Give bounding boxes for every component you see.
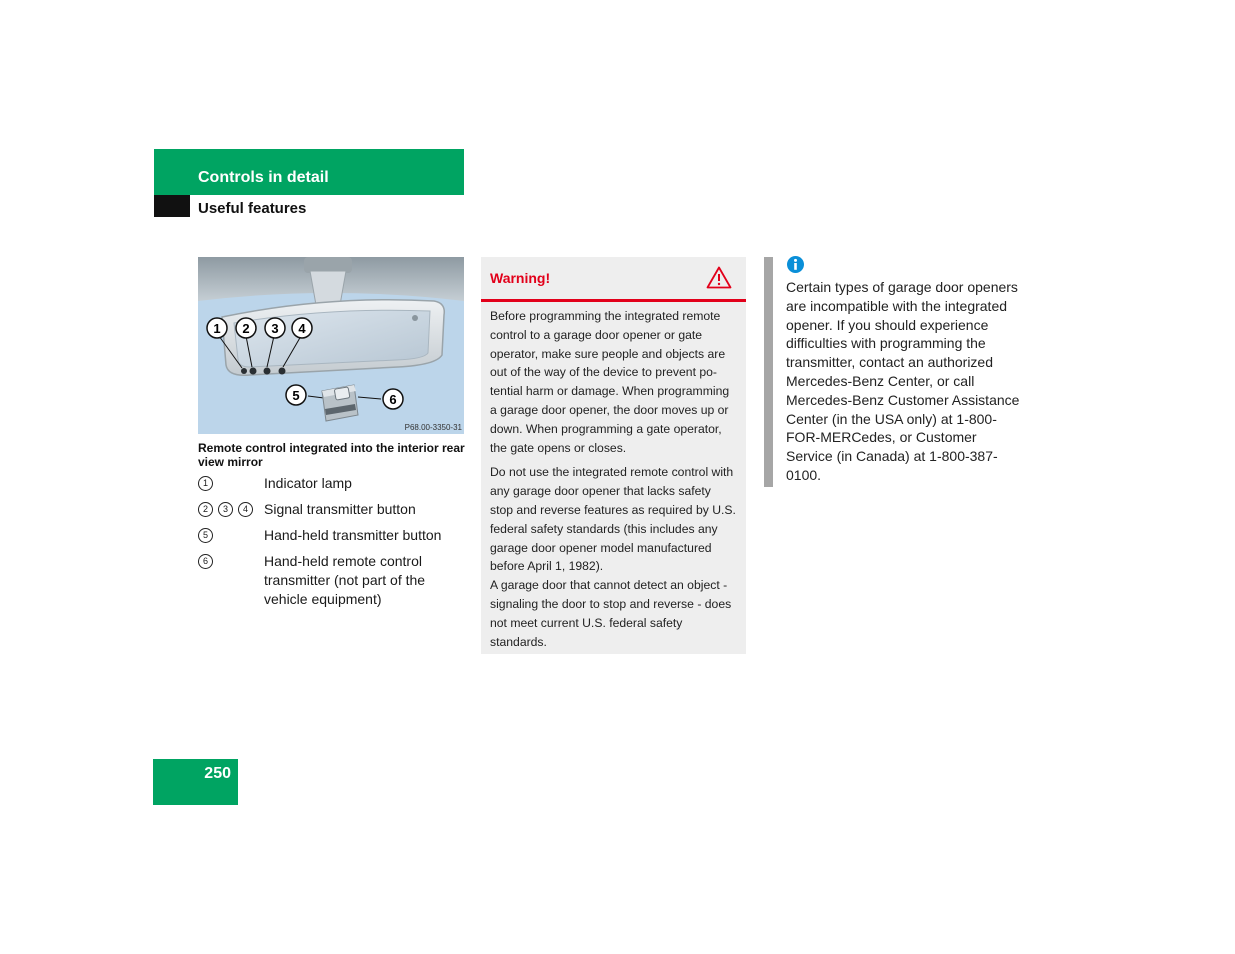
callout-2: [236, 318, 256, 338]
info-icon: [787, 256, 804, 273]
page-number: 250: [204, 765, 231, 782]
callout-3: [265, 318, 285, 338]
warning-paragraph: Before programming the integrated remote control to a garage door opener or gate operator, make sure people and objects are out of the way of the device to prevent po-tential harm or damage. When programming a garage door opener, the door moves up or down. When programming a gate operator, the gate opens or closes.: [490, 309, 730, 455]
warning-box: [481, 257, 746, 654]
warning-triangle-icon: [706, 266, 732, 289]
section-title: Controls in detail: [198, 169, 329, 186]
callout-6-label: 6: [389, 392, 397, 407]
legend-key: 1: [198, 476, 213, 491]
callout-5-label: 5: [292, 388, 300, 403]
callout-4-label: 4: [298, 321, 306, 336]
warning-label: Warning!: [490, 270, 551, 286]
mirror-glass: [234, 310, 430, 367]
legend-text: Signal transmitter button: [264, 501, 416, 517]
figure-code: P68.00-3350-31: [404, 423, 462, 432]
legend-key: 5: [198, 528, 213, 543]
legend-key: 2: [198, 502, 213, 517]
sensor-dot: [412, 315, 418, 321]
section-tab-marker: [154, 195, 190, 217]
callout-2-label: 2: [242, 321, 250, 336]
legend-item: [198, 552, 468, 609]
callout-1: [207, 318, 227, 338]
page-number-box: [153, 759, 238, 805]
legend-text: Hand-held transmitter button: [264, 527, 442, 543]
legend-text: Hand-held remote control transmitter (not part of the vehicle equipment): [264, 553, 426, 607]
legend-item: [198, 474, 468, 493]
legend-text: Indicator lamp: [264, 475, 352, 491]
indicator-lamp: [241, 368, 247, 374]
subsection-title: Useful features: [198, 200, 307, 217]
warning-paragraph: Do not use the integrated remote control with any garage door opener that lacks safety stop and reverse features as required by U.S. federal safety standards (this includes any garage door opener model manufactured before April 1, 1982).: [490, 465, 736, 574]
info-note-text: Certain types of garage door openers are incompatible with the integrated opener. If you should experience difficulties with programming the transmitter, contact an authorized Mercedes-Benz Center, or call Mercedes-Benz Customer Assistance Center (in the USA only) at 1-800-FOR-MERCedes, or Customer Service (in Canada) at 1-800-387-0100.: [786, 279, 1020, 483]
legend-key: 4: [238, 502, 253, 517]
callout-5: [286, 385, 306, 405]
warning-header: [481, 257, 746, 302]
mirror-drawing: [198, 257, 464, 434]
callout-4: [292, 318, 312, 338]
signal-button-3: [279, 368, 286, 375]
info-sidebar-rule: [764, 257, 773, 487]
callout-1-label: 1: [213, 321, 221, 336]
mirror-stem: [310, 271, 346, 305]
legend-key: 3: [218, 502, 233, 517]
callout-6: [383, 389, 403, 409]
mirror-illustration: [198, 257, 464, 434]
handheld-transmitter: [322, 385, 358, 421]
signal-button-1: [250, 368, 257, 375]
warning-paragraph: A garage door that cannot detect an object - signaling the door to stop and reverse - does not meet current U.S. federal safety standards.: [490, 578, 732, 649]
figure-caption: Remote control integrated into the interior rear view mirror: [198, 441, 465, 469]
warning-body: [481, 302, 746, 651]
callout-3-label: 3: [271, 321, 279, 336]
signal-button-2: [264, 368, 271, 375]
leader-6: [358, 397, 381, 399]
legend-item: [198, 500, 468, 519]
legend-item: [198, 526, 468, 545]
legend-key: 6: [198, 554, 213, 569]
figure-legend: [198, 474, 468, 616]
